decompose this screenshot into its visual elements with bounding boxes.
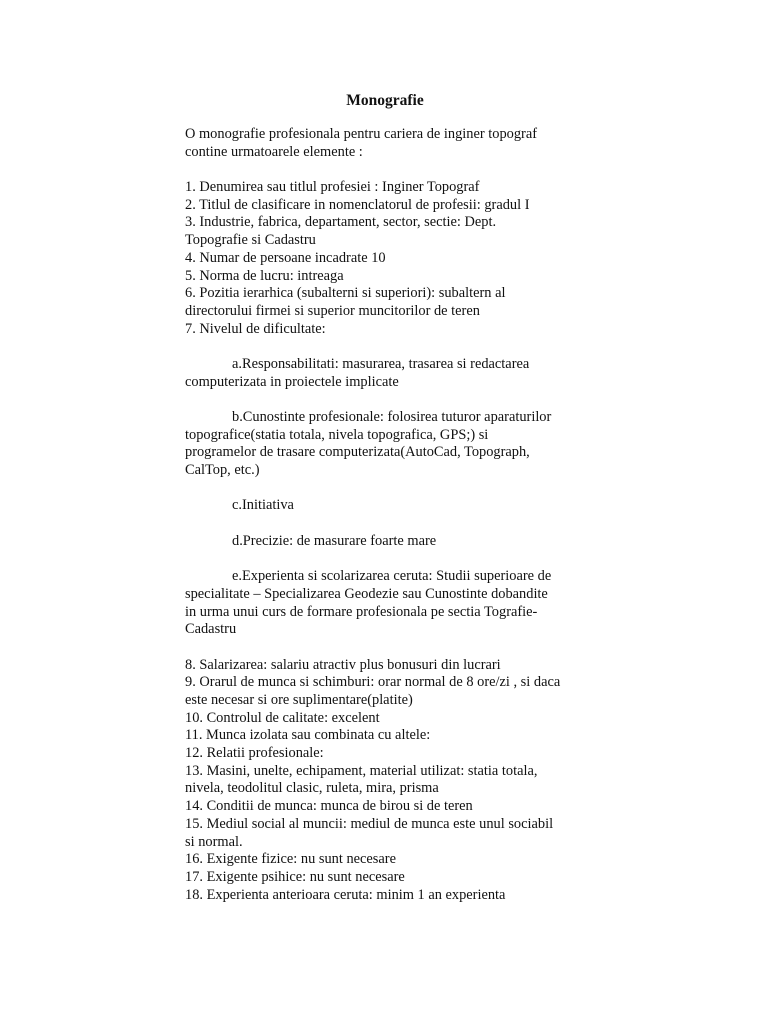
blank-line	[185, 480, 585, 498]
list-item: directorului firmei si superior muncitorilor de teren	[185, 302, 480, 319]
blank-line	[185, 338, 585, 356]
list-item: 1. Denumirea sau titlul profesiei : Inginer Topograf	[185, 179, 480, 196]
list-item: este necesar si ore suplimentare(platite)	[185, 692, 413, 708]
list-item: 7. Nivelul de dificultate:	[185, 320, 326, 337]
intro-line: contine urmatoarele elemente :	[185, 143, 363, 160]
list-item: 15. Mediul social al muncii: mediul de munca este unul sociabil	[185, 815, 554, 832]
list-item: 12. Relatii profesionale:	[185, 745, 324, 762]
sub-item-a: a.Responsabilitati: masurarea, trasarea si redactarea	[232, 355, 530, 372]
sub-item-e-cont: specialitate – Specializarea Geodezie sau Cunostinte dobandite	[185, 585, 548, 602]
sub-item-b: b.Cunostinte profesionale: folosirea tuturor aparaturilor	[232, 409, 552, 425]
list-item: 10. Controlul de calitate: excelent	[185, 709, 380, 726]
list-item: 6. Pozitia ierarhica (subalterni si superiori): subaltern al	[185, 285, 506, 302]
sub-item-d: d.Precizie: de masurare foarte mare	[232, 532, 437, 549]
list-item: 18. Experienta anterioara ceruta: minim 1 an experienta	[185, 886, 506, 903]
sub-item-b-cont: programelor de trasare computerizata(AutoCad, Topograph,	[185, 444, 530, 461]
list-item: 14. Conditii de munca: munca de birou si de teren	[185, 798, 473, 815]
blank-line	[185, 391, 585, 409]
list-item: 13. Masini, unelte, echipament, material utilizat: statia totala,	[185, 762, 538, 779]
sub-item-c: c.Initiativa	[232, 497, 294, 514]
blank-line	[185, 551, 585, 569]
list-item: 5. Norma de lucru: intreaga	[185, 267, 344, 284]
blank-line	[185, 639, 585, 657]
sub-item-e-cont: in urma unui curs de formare profesionala pe sectia Tografie-	[185, 603, 538, 620]
document-page	[185, 91, 585, 904]
document-title: Monografie	[346, 92, 424, 109]
list-item: 2. Titlul de clasificare in nomenclatorul de profesii: gradul I	[185, 196, 530, 213]
list-item: 11. Munca izolata sau combinata cu altele:	[185, 727, 431, 744]
sub-item-a-cont: computerizata in proiectele implicate	[185, 373, 399, 390]
blank-line	[185, 515, 585, 533]
sub-item-b-cont: CalTop, etc.)	[185, 462, 260, 479]
sub-item-b-cont: topografice(statia totala, nivela topografica, GPS;) si	[185, 426, 489, 443]
sub-item-e: e.Experienta si scolarizarea ceruta: Studii superioare de	[232, 568, 552, 585]
sub-item-e-cont: Cadastru	[185, 621, 237, 638]
list-item: nivela, teodolitul clasic, ruleta, mira, prisma	[185, 780, 439, 797]
list-item: Topografie si Cadastru	[185, 232, 316, 249]
list-item: 9. Orarul de munca si schimburi: orar normal de 8 ore/zi , si daca	[185, 674, 561, 691]
list-item: 17. Exigente psihice: nu sunt necesare	[185, 868, 405, 885]
list-item: 8. Salarizarea: salariu atractiv plus bonusuri din lucrari	[185, 656, 501, 673]
list-item: 16. Exigente fizice: nu sunt necesare	[185, 851, 396, 868]
list-item: 3. Industrie, fabrica, departament, sector, sectie: Dept.	[185, 214, 497, 231]
intro-line: O monografie profesionala pentru cariera de inginer topograf	[185, 126, 538, 142]
list-item: 4. Numar de persoane incadrate 10	[185, 249, 386, 266]
blank-line	[185, 161, 585, 179]
list-item: si normal.	[185, 833, 243, 850]
